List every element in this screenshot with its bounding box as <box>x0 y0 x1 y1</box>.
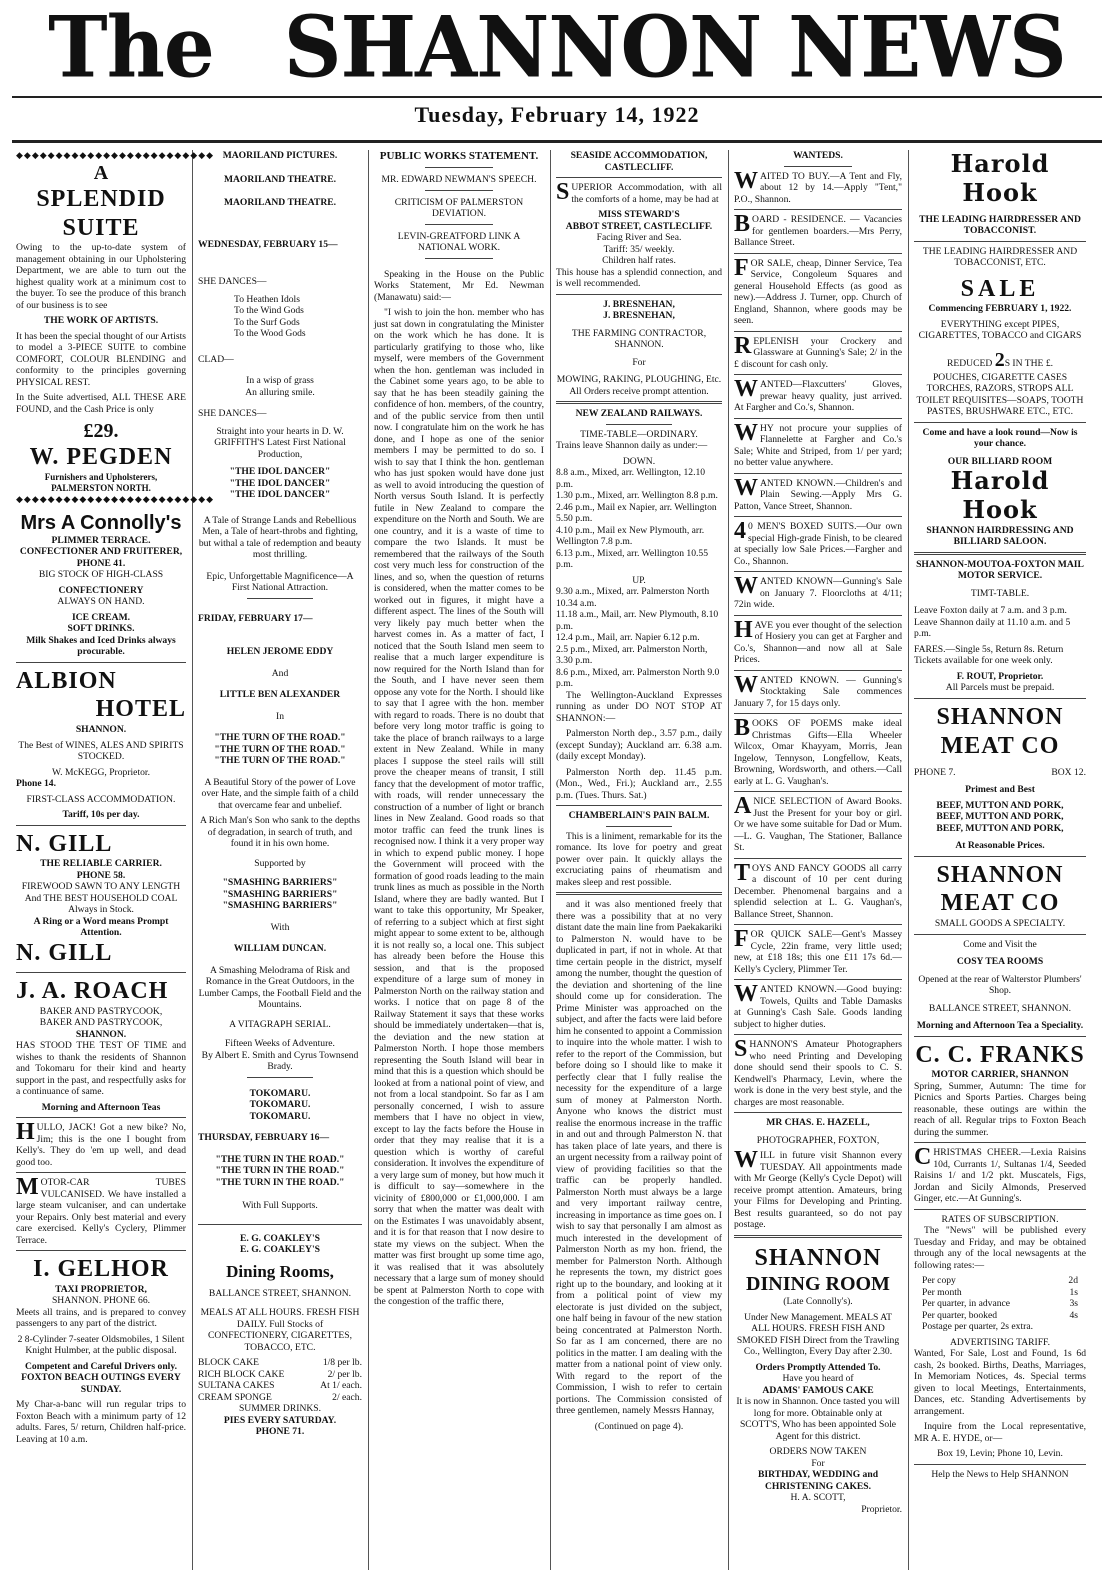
timetable-entry: 4.10 p.m., Mail ex New Plymouth, arr. Wellington 7.8 p.m. <box>556 524 705 547</box>
advertiser-name: J. A. ROACH <box>16 977 169 1004</box>
slogan: Help the News to Help SHANNON <box>931 1468 1069 1480</box>
classified-ad: HULLO, JACK! Got a new bike? No, Jim; this is the one I bought from Kelly's. They do 'em up well, and dead good too. <box>16 1119 186 1168</box>
ad-body: A Beautiful Story of the power of Love over Hate, and the simple faith of a child that overcame fear and unbelief. <box>201 776 359 811</box>
advertiser-name: SHANNON <box>936 861 1064 888</box>
ad-line: Tariff, 10s per day. <box>62 809 140 821</box>
classified-ad: BOOKS OF POEMS make ideal Christmas Gifts—Ella Wheeler Wilcox, Omar Khayyam, Morris, Jean Ingelow, Tennyson, Longfellow, Keats, Browning, Wordsworth, and others.—Call early at L. G. Vaughan's. <box>734 715 902 787</box>
ad-line: For <box>632 356 646 368</box>
ad-line: Orders Promptly Attended To. <box>755 1361 881 1373</box>
ad-body: 2 8-Cylinder 7-seater Oldsmobiles, 1 Silent Knight Hulmber, at the public disposal. <box>17 1333 185 1357</box>
classified-ad: ANICE SELECTION of Award Books. Just the Present for your boy or girl. Or we have some suitable for Dad or Mum.—L. G. Vaughan, The Stationer, Ballance St. <box>734 793 902 853</box>
ad-heading: SUITE <box>62 214 140 241</box>
advertiser-name: Harold Hook <box>950 466 1050 525</box>
dateline: Tuesday, February 14, 1922 <box>414 102 700 127</box>
ad-body: Leave Foxton daily at 7 a.m. and 3 p.m. Leave Shannon daily at 11.10 a.m. and 5 p.m. <box>914 605 1071 640</box>
ad-line: Commencing FEBRUARY 1, 1922. <box>928 303 1072 315</box>
ad-line: THE LEADING HAIRDRESSER AND TOBACCONIST, ETC. <box>922 245 1078 269</box>
ad-line: SOFT DRINKS. <box>67 623 135 635</box>
ad-heading: TOKOMARU. <box>249 1087 311 1099</box>
ad-line: Morning and Afternoon Teas <box>41 1101 161 1113</box>
ad-line: BIG STOCK OF HIGH-CLASS <box>38 569 164 581</box>
ad-line: PHONE 41. <box>76 557 126 569</box>
classified-ad: WANTED KNOWN.—Children's and Plain Sewing.—Apply Mrs G. Patton, Vance Street, Shannon. <box>734 474 902 512</box>
timetable-entry: 12.4 p.m., Mail, arr. Napier 6.12 p.m. <box>556 632 700 643</box>
timetable-entry: 8.6 p.m., Mixed, arr. Palmerston North 9.0 p.m. <box>556 666 720 689</box>
ad-heading: SPLENDID <box>36 185 166 212</box>
ad-line: Fifteen Weeks of Adventure. <box>225 1038 335 1049</box>
column-divider <box>192 150 193 1570</box>
advertiser-name: I. GELHOR <box>33 1256 169 1283</box>
ad-body: FIREWOOD SAWN TO ANY LENGTH And THE BEST HOUSEHOLD COAL Always in Stock. <box>21 881 181 916</box>
ad-body: POUCHES, CIGARETTE CASES TORCHES, RAZORS, STROPS ALL TOILET REQUISITES—SOAPS, TOOTH PASTES, BRUSHWARE ETC., ETC. <box>916 371 1084 418</box>
ad-line: Supported by <box>254 857 306 869</box>
price-list: BLOCK CAKE 1/8 per lb. RICH BLOCK CAKE 2/ per lb. SULTANA CAKES At 1/ each. CREAM SPONGE 2/ each. <box>198 1357 362 1403</box>
ad-line: A Ring or a Word means Prompt Attention. <box>33 915 169 939</box>
ad-line: SMALL GOODS A SPECIALTY. <box>934 918 1066 930</box>
ad-line: The Best of WINES, ALES AND SPIRITS STOCKED. <box>18 739 184 763</box>
ad-body: It has been the special thought of our Artists to model a 3-PIECE SUITE to combine COMFORT, COLOUR BLENDING and conformity to the principles governing PHYSICAL REST. <box>16 330 186 388</box>
ad-line: An alluring smile. <box>245 386 315 398</box>
advertiser-name: HOTEL <box>95 696 186 723</box>
ad-line: Phone 14. <box>16 778 56 790</box>
column-2 <box>198 150 362 1575</box>
ad-body: MEALS AT ALL HOURS. FRESH FISH DAILY. Full Stocks of CONFECTIONERY, CIGARETTES, TOBACCO, ETC. <box>200 1307 360 1353</box>
ad-body: My Char-a-banc will run regular trips to Foxton Beach with a minimum party of 12 adults. Fares, 5/ return, Children half-price. Leaving at 10 a.m. <box>16 1399 186 1445</box>
ad-line: REDUCED <box>946 357 993 369</box>
ad-line: And <box>271 667 289 679</box>
ad-line: Primest and Best <box>965 784 1035 796</box>
ad-heading: SHANNON-MOUTOA-FOXTON MAIL MOTOR SERVICE. <box>916 558 1084 582</box>
ad-line: THE RELIABLE CARRIER. <box>40 858 162 870</box>
ad-line: BEEF, MUTTON AND PORK, <box>936 799 1064 811</box>
advertiser-name: SHANNON <box>936 703 1064 730</box>
ad-line: At Reasonable Prices. <box>955 840 1045 852</box>
classified-ad: 40 MEN'S BOXED SUITS.—Our own special High-grade Finish, to be cleared at specially low Sale Prices.—Fargher and Co., Shannon. <box>734 518 902 567</box>
advertiser-name: C. C. FRANKS <box>915 1041 1085 1068</box>
classified-ad: SHANNON'S Amateur Photographers who need Printing and Developing done should send their spools to C. S. Kendwell's Pharmacy, Levin, where the work is done in the very best style, and the charges are most reasonable. <box>734 1036 902 1108</box>
ad-line: Morning and Afternoon Tea a Speciality. <box>916 1020 1084 1032</box>
ad-heading: MAORILAND PICTURES. <box>222 150 338 161</box>
timetable-entry: 11.18 a.m., Mail, arr. New Plymouth, 8.10 p.m. <box>556 609 719 632</box>
title-article: The <box>48 0 214 97</box>
article-paragraph: and it was also mentioned freely that there was a possibility that at no very distant date the main line from Paekakariki to Palmerston N. would have to be duplicated in part, if not in whole. At that time certain people in the district, myself among the number, thought the question of the deviation and shortening of the line should come up for consideration. The Prime Minister was approached on the subject, and after the facts were laid before him he consented to appoint a Commission to inquire into the whole matter. I wish to refer to the report of the Commission, but before doing so I should like to make it perfectly clear that I fully realise the necessity for the expenditure of a large sum of money at Palmerston North. Anyone who knows the district must realise the enormous increase in the traffic in and out and through Palmerston N. that has taken place of late years, and there is an urgent necessity from a railway point of view of providing facilities so that the traffic can be properly handled. Palmerston North must always be a large and very important railway centre, increasing in importance as time goes on. I wish to say that personally I am almost as much interested in the development of Palmerston North as my hon. friend, the member for Palmerston North. Although he represents the town, my district goes right up to the boundary, and looking at it from a political point of view my electorate is just divided on the subject, one half being in favour of the new station being concentrated at Palmerston North. So far as I am concerned, there are no politics in the matter. I am dealing with the matter from a national point of view only. With regard to the report of the Commission, I wish to refer to certain portions. The Commission consisted of three gentlemen, namely Messrs Hannay, <box>556 899 722 1416</box>
ad-body: A Rich Man's Son who sank to the depths of degradation, in search of truth, and found it in his own home. <box>199 815 361 849</box>
ad-heading: ADVERTISING TARIFF. <box>949 1336 1051 1348</box>
header-rule <box>12 140 1102 143</box>
actor-name: HELEN JEROME EDDY <box>226 646 334 657</box>
ad-line: Tariff: 35/ weekly. <box>603 243 675 255</box>
classified-ad: WANTED—Flaxcutters' Gloves, prewar heavy quality, just arrived. At Fargher and Co.'s, Shannon. <box>734 376 902 413</box>
ad-line: TIMT-TABLE. <box>970 587 1030 599</box>
ad-body: Opened at the rear of Walterstor Plumbers' Shop. <box>918 973 1082 997</box>
ad-line: SHANNON. <box>75 724 127 736</box>
poem-line: To Heathen Idols <box>234 293 300 305</box>
ad-line: By Albert E. Smith and Cyrus Townsend Brady. <box>201 1049 359 1072</box>
ad-body: Inquire from the Local representative, MR A. E. HYDE, or— <box>914 1421 1086 1444</box>
advertiser-name: SHANNON <box>754 1244 882 1271</box>
ad-body: Palmerston North dep. 11.45 p.m. (Mon., Wed., Fri.); Auckland arr., 2.55 p.m. (Tues. Thurs. Sat.) <box>556 766 722 801</box>
classified-ad: HAVE you ever thought of the selection of Hosiery you can get at Fargher and Co.'s, Shannon—and now all at Sale Prices. <box>734 616 902 665</box>
column-4 <box>556 150 722 1575</box>
advertiser-name: J. BRESNEHAN, <box>603 298 675 310</box>
ad-line: Facing River and Sea. <box>596 232 682 243</box>
ad-body: In the Suite advertised, ALL THESE ARE FOUND, and the Cash Price is only <box>16 392 186 415</box>
ad-body: SUPERIOR Accommodation, with all the comforts of a home, may be had at <box>556 179 722 205</box>
ad-heading: SEASIDE ACCOMMODATION, CASTLECLIFF. <box>570 150 708 173</box>
ad-line: W. McKEGG, Proprietor. <box>52 766 150 778</box>
ad-line: SHE DANCES— <box>198 276 267 287</box>
film-title: "THE TURN OF THE ROAD." <box>214 732 346 743</box>
ad-line: Have you heard of <box>782 1373 854 1385</box>
ad-line: SHANNON HAIRDRESSING AND BILLIARD SALOON. <box>926 524 1074 548</box>
ad-body: Palmerston North dep., 3.57 p.m., daily (except Sunday); Auckland arr. 6.38 a.m. (daily except Monday). <box>556 728 722 762</box>
film-title: "SMASHING BARRIERS" <box>222 900 338 911</box>
advertiser-name: N. GILL <box>16 939 113 966</box>
column-1 <box>16 150 215 1575</box>
ad-line: Competent and Careful Drivers only. FOXTON BEACH OUTINGS EVERY SUNDAY. <box>21 1360 181 1395</box>
timetable-entry: 9.30 a.m., Mixed, arr. Palmerston North 10.34 a.m. <box>556 586 710 609</box>
article-subheadline: MR. EDWARD NEWMAN'S SPEECH. <box>381 174 537 186</box>
classified-ad: WILL in future visit Shannon every TUESDAY. All appointments made with Mr George (Kelly's Cycle Depot) will receive prompt attention. Amateurs, bring your Films for Developing and Printing. Best results guaranteed, so do not pay postage. <box>734 1147 902 1230</box>
film-title: "THE IDOL DANCER" <box>229 477 331 489</box>
classified-ad: WANTED KNOWN. — Gunning's Stocktaking Sale commences January 7, for 15 days only. <box>734 671 902 709</box>
ad-line: Proprietor. <box>861 1503 902 1515</box>
advertiser-name: MEAT CO <box>940 890 1060 917</box>
ad-line: SHANNON. PHONE 66. <box>51 1295 151 1307</box>
ad-body: This house has a splendid connection, and is well recommended. <box>556 266 722 289</box>
ad-line: CONFECTIONER AND FRUITERER, <box>19 546 183 558</box>
ad-line: BAKER AND PASTRYCOOK, <box>39 1017 163 1029</box>
film-title: "THE TURN OF THE ROAD." <box>214 743 346 755</box>
ad-line: OUR BILLIARD ROOM <box>947 455 1053 467</box>
newspaper-title <box>0 0 1114 97</box>
ad-heading: A <box>93 161 109 184</box>
ad-body: A Smashing Melodrama of Risk and Romance in the Great Outdoors, in the Lumber Camps, the Football Field and the Mountains. <box>198 964 362 1010</box>
ad-line: BEEF, MUTTON AND PORK, <box>936 822 1064 834</box>
ad-line: BOX 12. <box>1051 766 1086 778</box>
film-title: "THE IDOL DANCER" <box>229 489 331 500</box>
advertiser-name: E. G. COAKLEY'S <box>240 1232 320 1244</box>
ad-body: A Tale of Strange Lands and Rebellious Men, a Tale of heart-throbs and fighting, but withal a tale of redemption and beauty most thrilling. <box>198 514 362 560</box>
ad-line: MOTOR CARRIER, SHANNON <box>931 1069 1069 1081</box>
rate-list: Per copy 2d Per month 1s Per quarter, in advance 3s Per quarter, booked 4s Postage per quarter, 2s extra. <box>922 1275 1078 1333</box>
advertiser-name: E. G. COAKLEY'S <box>240 1244 320 1255</box>
advertiser-name: ALBION <box>16 667 117 694</box>
film-title: "THE TURN IN THE ROAD." <box>215 1176 345 1188</box>
ad-line: TAXI PROPRIETOR, <box>55 1283 147 1295</box>
ad-body: Owing to the up-to-date system of management obtaining in our Upholstering Department, we are able to turn out the highest quality work at a minimum cost to the buyer. To see the produce of this branch of our business is to see <box>16 242 186 311</box>
ad-body: MOWING, RAKING, PLOUGHING, Etc. All Orders receive prompt attention. <box>556 374 722 397</box>
actor-name: LITTLE BEN ALEXANDER <box>219 689 341 700</box>
classified-ad: WANTED KNOWN.—Good buying: Towels, Quilts and Table Damasks at Gunning's Cash Sale. Goods landing subject to higher duties. <box>734 981 902 1030</box>
column-divider <box>368 150 369 1570</box>
ad-line: PHONE 7. <box>914 766 956 778</box>
film-title: "THE TURN IN THE ROAD." <box>215 1153 345 1165</box>
ad-subheading: THE WORK OF ARTISTS. <box>43 315 159 327</box>
ad-body: Straight into your hearts in D. W. GRIFFITH'S Latest First National Production, <box>214 425 346 460</box>
ad-line: PLIMMER TERRACE. <box>51 534 151 546</box>
ad-line: SUMMER DRINKS. <box>238 1403 322 1415</box>
ad-body: Spring, Summer, Autumn: The time for Picnics and Sports Parties. Charges being reasonable, these outings are within the reach of all. Regular trips to Foxton Beach during the summer. <box>914 1080 1086 1138</box>
ad-heading: NEW ZEALAND RAILWAYS. <box>575 408 703 419</box>
ad-line: THE LEADING HAIRDRESSER AND TOBACCONIST. <box>919 213 1081 237</box>
classified-ad: FOR QUICK SALE—Gent's Massey Cycle, 22in frame, very little used; new, at £18 18s; this one £11 17s 6d.—Kelly's Cyclery, Plimmer Ter. <box>734 926 902 975</box>
ad-body: Under New Management. MEALS AT ALL HOURS. FRESH FISH AND SMOKED FISH Direct from the Trawling Co., Wellington, Every Day after 2.30. <box>736 1311 900 1358</box>
ad-body: It is now in Shannon. Once tasted you will long for more. Obtainable only at SCOTT'S, Who has been appointed Sole Agent for this district. <box>736 1396 900 1442</box>
timetable-heading: DOWN. <box>622 455 656 467</box>
ad-body: Trains leave Shannon daily as under:— <box>556 440 708 451</box>
continued-note: (Continued on page 4). <box>594 1420 684 1432</box>
ad-line: BALLANCE STREET, SHANNON. <box>928 1002 1072 1014</box>
ad-line: In a wisp of grass <box>246 375 314 386</box>
ad-line: PHONE 58. <box>76 869 126 881</box>
ad-body: HAS STOOD THE TEST OF TIME and wishes to thank the residents of Shannon and Tokomaru for their kind and hearty support in the past, and respectfully asks for a continuance of same. <box>16 1040 186 1098</box>
advertiser-name: DINING ROOM <box>746 1273 890 1296</box>
column-divider <box>550 150 551 1570</box>
top-rule <box>12 96 1102 98</box>
ad-line: THE FARMING CONTRACTOR, SHANNON. <box>571 327 707 350</box>
masthead <box>0 0 1114 95</box>
show-date: WEDNESDAY, FEBRUARY 15— <box>198 238 338 250</box>
advertiser-name: Dining Rooms, <box>226 1261 334 1281</box>
ad-body: The "News" will be published every Tuesday and Friday, and may be obtained through any of the local newsagents at the following rates:— <box>914 1225 1086 1271</box>
sale-heading: SALE <box>960 275 1040 302</box>
ad-body: This is a liniment, remarkable for its the romance. Its love for poetry and great power over pain. It quickly allays the excruciating pains of rheumatism and makes sleep and rest possible. <box>556 830 722 888</box>
ad-line: MISS STEWARD'S <box>598 209 680 220</box>
classified-ad: WAITED TO BUY.—A Tent and Fly, about 12 by 14.—Apply "Tent," P.O., Shannon. <box>734 167 902 205</box>
ad-heading: TOKOMARU. <box>249 1110 311 1122</box>
ad-line: ICE CREAM. <box>71 611 131 623</box>
show-date: THURSDAY, FEBRUARY 16— <box>198 1132 330 1143</box>
ad-line: SHE DANCES— <box>198 408 267 419</box>
classified-ad: WHY not procure your supplies of Flannelette at Fargher and Co.'s Sale; White and Striped, from 1/ per yard; no better value anywhere. <box>734 419 902 468</box>
ad-body: Wanted, For Sale, Lost and Found, 1s 6d cash, 2s booked. Births, Deaths, Marriages, In Memoriam Notices, 4s. Special terms given to local Meetings, Entertainments, Dances, etc. Standing Advertisements by arrangement. <box>914 1348 1086 1417</box>
ad-body: Epic, Unforgettable Magnificence—A First National Attraction. <box>206 570 354 593</box>
ad-line: BALLANCE STREET, SHANNON. <box>208 1287 352 1299</box>
article-headline: PUBLIC WORKS STATEMENT. <box>379 150 539 162</box>
poem-line: To the Surf Gods <box>234 316 300 328</box>
film-title: "SMASHING BARRIERS" <box>222 877 338 888</box>
star-border: ◆◆◆◆◆◆◆◆◆◆◆◆◆◆◆◆◆◆◆◆◆◆◆◆◆ <box>16 493 215 504</box>
ad-line: BEEF, MUTTON AND PORK, <box>936 811 1064 823</box>
advertiser-name: MR CHAS. E. HAZELL, <box>766 1117 870 1128</box>
advertiser-name: MEAT CO <box>940 732 1060 759</box>
column-divider <box>728 150 729 1570</box>
ad-line: With <box>270 921 290 933</box>
section-heading: WANTEDS. <box>793 150 843 161</box>
classified-ad: TOYS AND FANCY GOODS all carry a discount of 10 per cent during December. Phenomenal bargains and a splendid selection at L. G. Vaughan's, Ballance Street, Shannon. <box>734 859 902 920</box>
ad-line: All Parcels must be prepaid. <box>945 682 1055 694</box>
column-3 <box>374 150 544 1575</box>
ad-line: BIRTHDAY, WEDDING and CHRISTENING CAKES. <box>757 1469 879 1492</box>
poem-line: To the Wood Gods <box>234 328 306 339</box>
ad-line: ALWAYS ON HAND. <box>57 596 145 608</box>
ad-line: (Late Connolly's). <box>783 1296 853 1308</box>
ad-line: PHONE 71. <box>255 1426 305 1438</box>
timetable-entry: 8.8 a.m., Mixed, arr. Wellington, 12.10 p.m. <box>556 467 706 490</box>
ad-heading: MAORILAND THEATRE. <box>223 173 337 185</box>
ad-line: SHANNON. <box>75 1028 127 1040</box>
advertiser-name: Mrs A Connolly's <box>20 511 182 534</box>
column-5 <box>734 150 902 1575</box>
ad-line: Box 19, Levin; Phone 10, Levin. <box>937 1448 1063 1460</box>
ad-line: ADAMS' FAMOUS CAKE <box>762 1384 874 1396</box>
ad-line: Children half rates. <box>602 255 676 266</box>
classified-ad: FOR SALE, cheap, Dinner Service, Tea Service, Congoleum Squares and general Household Effects (as good as new).—Address J. Turner, opp. Church of England, Shannon, where goods may be seen. <box>734 254 902 326</box>
poem-line: To the Wind Gods <box>234 305 304 316</box>
ad-line: CLAD— <box>198 353 234 365</box>
ad-line: For <box>811 1457 825 1469</box>
actor-name: WILLIAM DUNCAN. <box>233 943 327 954</box>
title-name: SHANNON NEWS <box>283 0 1066 97</box>
timetable-entry: 1.30 p.m., Mixed, arr. Wellington 8.8 p.m. <box>556 490 718 501</box>
classified-ad: MOTOR-CAR TUBES VULCANISED. We have installed a large steam vulcaniser, and can undertake your Repairs. Only best material and every care exercised. Kelly's Cyclery, Plimmer Terrace. <box>16 1174 186 1246</box>
column-divider <box>908 150 909 1570</box>
timetable-entry: 2.46 p.m., Mail ex Napier, arr. Wellington 5.50 p.m. <box>556 501 717 524</box>
classified-ad: CHRISTMAS CHEER.—Lexia Raisins 10d, Currants 1/, Sultanas 1/4, Seeded Raisins 1/ and 1/2 pkt. Muscatels, Figs, Jordan and Sicily Almonds, Preserved Ginger, etc.—At Gunning's. <box>914 1144 1086 1205</box>
ad-line: ORDERS NOW TAKEN <box>769 1446 867 1458</box>
ad-body: EVERYTHING except PIPES, CIGARETTES, TOBACCO and CIGARS <box>918 318 1082 342</box>
film-title: "THE IDOL DANCER" <box>229 466 331 477</box>
advertiser-name: N. GILL <box>16 830 113 857</box>
star-border: ◆◆◆◆◆◆◆◆◆◆◆◆◆◆◆◆◆◆◆◆◆◆◆◆◆ <box>16 150 215 160</box>
article-paragraph: Speaking in the House on the Public Works Statement, Mr Ed. Newman (Manawatu) said:— <box>374 268 544 303</box>
ad-line: PIES EVERY SATURDAY. <box>223 1414 337 1426</box>
ad-line: H. A. SCOTT, <box>790 1492 846 1504</box>
advertiser-sub: Furnishers and Upholsterers, PALMERSTON NORTH. <box>44 472 158 493</box>
discount-figure: 2 <box>994 348 1005 371</box>
ad-body: FARES.—Single 5s, Return 8s. Return Tickets available for one week only. <box>914 643 1064 667</box>
ad-line: BAKER AND PASTRYCOOK, <box>39 1005 163 1017</box>
ad-heading: RATES OF SUBSCRIPTION. <box>941 1213 1059 1225</box>
ad-line: Come and Visit the <box>963 938 1037 950</box>
ad-line: FIRST-CLASS ACCOMMODATION. <box>26 793 176 805</box>
classified-ad: REPLENISH your Crockery and Glassware at Gunning's Sale; 2/ in the £ discount for cash only. <box>734 332 902 370</box>
ad-line: TIME-TABLE—ORDINARY. <box>580 428 698 440</box>
advertiser-name: W. PEGDEN <box>29 444 173 471</box>
ad-line: COSY TEA ROOMS <box>956 956 1044 968</box>
ad-heading: TOKOMARU. <box>249 1099 311 1110</box>
ad-line: PHOTOGRAPHER, FOXTON, <box>756 1134 880 1146</box>
column-6 <box>914 150 1086 1575</box>
film-title: "THE TURN OF THE ROAD." <box>214 755 346 766</box>
film-title: "THE TURN IN THE ROAD." <box>215 1165 345 1176</box>
article-subheadline: CRITICISM OF PALMERSTON DEVIATION. <box>394 196 524 220</box>
ad-line: Come and have a look round—Now is your chance. <box>922 426 1078 450</box>
ad-line: ABBOT STREET, CASTLECLIFF. <box>565 220 713 232</box>
film-title: "SMASHING BARRIERS" <box>222 888 338 900</box>
ad-line: Milk Shakes and Iced Drinks always procurable. <box>26 634 176 658</box>
ad-body: The Wellington-Auckland Expresses running as under DO NOT STOP AT SHANNON:— <box>556 689 722 724</box>
classified-ad: WANTED KNOWN—Gunning's Sale on January 7. Floorcloths at 4/11; 72in wide. <box>734 573 902 610</box>
article-paragraph: "I wish to join the hon. member who has just sat down in congratulating the Minister on the work which he has done. It is particularly gratifying to those who, like myself, were members of the Government when the hon. gentleman was included in the Cabinet some years ago, to be able to say that he has been steadily gaining the confidence of hon. members, of the country, and of the public service from then until now. I congratulate him on the work he has done, and I hope as one of the senior members I may be permitted to do so. I wish to say that I think the hon. gentleman who has just spoken would have done just as well to avoid introducing the question of North versus South Island. It is perfectly futile in New Zealand to compare the expenditure on the North and South. We are one country, and it is a waste of time to compare the two Islands. It must be remembered that the railways of the South cost very much less for construction of the lines, and so, when the question of returns is considered, when the matter comes to be worked out in figures, it might have a different aspect. The lines of the South will very likely pay much better when the harvest comes in. As a matter of fact, I noticed that the South Island men seem to realise that a much larger expenditure is now required for the North Island than for the South, and I have never seen them oppose any vote for the North. I should like to say that I agree with the hon. member with regard to roads. There is no doubt that before very long motor traffic is going to take the place of branch railways to a large extent in New Zealand. While in many places I suppose the steel rails will still prove the cheaper means of transit, I still fancy that the development of motor traffic, with roads, will render unnecessary the construction of a number of light or branch lines in New Zealand. Good roads so that motor traffic can feed the trunk lines is recognised now. I think it a very proper way in which to expend public money. I hope the Government will proceed with the formation of good roads leading to the main trunk lines as much as possible in the North Island, where they are badly wanted. But I want to take this opportunity, Mr Speaker, of referring to a subject which at first sight might appear to some extent to be, although it is not really so, a local one. This subject has already been before the House this session, and that is the proposed expenditure of a large sum of money in Palmerston North on the railway station and works. I notice that on page 8 of the Railway Statement it says that these works should be immediately undertaken—that is, the deviation and the new station at Palmerston North. I hope those members representing the South Island will bear in mind that this is a question which should be looked at from a national point of view, and not from a local standpoint. So far as I am personally concerned, I wish to assure members that I have no object in view, except to lay the facts before the House in order that they may realise that it is a question which is worthy of careful consideration. It involves the expenditure of a very large sum of money, but how much it is difficult to say—somewhere in the vicinity of £800,000 or £1,000,000. I am sorry that when the matter was dealt with on the Estimates I was unavoidably absent, and it is for that reason that I now desire to state my views on the subject. When the matter was first brought up some time ago, it was realised that it was absolutely necessary that a large sum of money should be spent at Palmerston North to cope with the congestion of the traffic there, <box>374 307 544 1308</box>
price: £29. <box>83 420 119 443</box>
timetable-entry: 2.5 p.m., Mixed, arr. Palmerston North, 3.30 p.m. <box>556 643 708 666</box>
advertiser-name: J. BRESNEHAN, <box>603 310 675 321</box>
ad-line: A VITAGRAPH SERIAL. <box>229 1018 331 1030</box>
ad-line: With Full Supports. <box>242 1200 318 1211</box>
timetable-entry: 6.13 p.m., Mixed, arr. Wellington 10.55 p.m. <box>556 547 709 570</box>
advertiser-name: Harold Hook <box>950 149 1050 207</box>
article-subheadline: LEVIN-GREATFORD LINK A NATIONAL WORK. <box>397 230 521 254</box>
ad-body: Meets all trains, and is prepared to convey passengers to any part of the district. <box>16 1306 186 1330</box>
timetable-heading: UP. <box>632 574 646 586</box>
ad-line: In <box>276 710 284 722</box>
show-date: FRIDAY, FEBRUARY 17— <box>198 612 313 624</box>
ad-line: F. ROUT, Proprietor. <box>956 670 1044 682</box>
ad-heading: CHAMBERLAIN'S PAIN BALM. <box>568 810 710 821</box>
ad-line: S IN THE £. <box>1004 357 1054 369</box>
classified-ad: BOARD - RESIDENCE. — Vacancies for gentlemen boarders.—Mrs Perry, Ballance Street. <box>734 211 902 248</box>
ad-line: CONFECTIONERY <box>58 584 144 596</box>
ad-heading: MAORILAND THEATRE. <box>223 197 337 208</box>
